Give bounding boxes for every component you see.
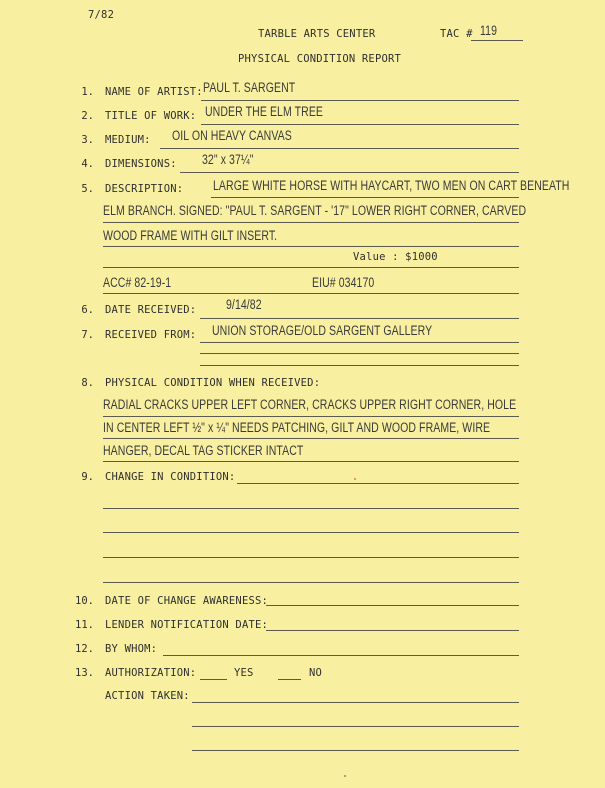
change-line <box>103 582 519 583</box>
description-label: DESCRIPTION: <box>105 183 184 195</box>
description-rule <box>103 222 519 223</box>
date-received-label: DATE RECEIVED: <box>105 304 197 316</box>
action-taken-label: ACTION TAKEN: <box>105 690 190 702</box>
item-number: 12. <box>75 643 94 655</box>
condition-rule <box>103 438 519 439</box>
awareness-label: DATE OF CHANGE AWARENESS: <box>105 595 269 607</box>
awareness-line <box>266 605 519 606</box>
medium-label: MEDIUM: <box>105 134 151 146</box>
item-number: 8. <box>81 377 94 389</box>
condition-line-3: HANGER, DECAL TAG STICKER INTACT <box>103 443 304 458</box>
no-blank <box>278 679 301 680</box>
item-number: 9. <box>81 471 94 483</box>
lender-label: LENDER NOTIFICATION DATE: <box>105 619 269 631</box>
change-line <box>103 532 519 533</box>
dimensions-line <box>180 172 519 173</box>
action-line <box>192 702 519 703</box>
artist-label: NAME OF ARTIST: <box>105 86 203 98</box>
report-title: PHYSICAL CONDITION REPORT <box>238 53 402 65</box>
accession-number: ACC# 82-19-1 <box>103 275 172 290</box>
date-received-value: 9/14/82 <box>226 297 262 312</box>
by-whom-line <box>163 655 519 656</box>
change-line <box>103 508 519 509</box>
action-line <box>192 750 519 751</box>
by-whom-label: BY WHOM: <box>105 643 158 655</box>
received-from-line <box>200 353 519 354</box>
dimensions-value: 32" x 37¼" <box>202 152 254 167</box>
condition-line-2: IN CENTER LEFT ½" x ¼" NEEDS PATCHING, GILT AND WOOD FRAME, WIRE <box>103 420 491 435</box>
change-label: CHANGE IN CONDITION: <box>105 471 236 483</box>
dimensions-label: DIMENSIONS: <box>105 158 177 170</box>
change-line <box>103 557 519 558</box>
condition-rule <box>103 416 519 417</box>
date-code: 7/82 <box>88 9 115 21</box>
received-from-line <box>200 342 519 343</box>
item-number: 7. <box>81 329 94 341</box>
title-value: UNDER THE ELM TREE <box>205 104 324 119</box>
paper-speck <box>344 775 346 777</box>
medium-line <box>160 148 519 149</box>
no-label: NO <box>309 667 323 679</box>
condition-line-1: RADIAL CRACKS UPPER LEFT CORNER, CRACKS UPPER RIGHT CORNER, HOLE <box>103 397 517 412</box>
description-rule <box>103 267 519 268</box>
medium-value: OIL ON HEAVY CANVAS <box>172 128 292 143</box>
lender-line <box>266 630 519 631</box>
change-line <box>237 483 519 484</box>
item-number: 10. <box>75 595 94 607</box>
description-rule <box>103 246 519 247</box>
value-label: Value : $1000 <box>353 251 438 263</box>
item-number: 1. <box>81 86 94 98</box>
authorization-label: AUTHORIZATION: <box>105 667 197 679</box>
condition-label: PHYSICAL CONDITION WHEN RECEIVED: <box>105 377 321 389</box>
item-number: 2. <box>81 110 94 122</box>
received-from-value: UNION STORAGE/OLD SARGENT GALLERY <box>212 323 433 338</box>
tac-value: 119 <box>480 23 498 38</box>
item-number: 4. <box>81 158 94 170</box>
condition-rule <box>103 461 519 462</box>
description-line-3: WOOD FRAME WITH GILT INSERT. <box>103 228 278 243</box>
title-label: TITLE OF WORK: <box>105 110 197 122</box>
action-line <box>192 726 519 727</box>
artist-value: PAUL T. SARGENT <box>203 80 296 95</box>
description-rule <box>211 197 519 198</box>
org-name: TARBLE ARTS CENTER <box>258 28 376 40</box>
received-from-label: RECEIVED FROM: <box>105 329 197 341</box>
description-line-2: ELM BRANCH. SIGNED: "PAUL T. SARGENT - '17" LOWER RIGHT CORNER, CARVED <box>103 203 527 218</box>
artist-line <box>201 100 519 101</box>
tac-label: TAC # <box>440 28 473 40</box>
item-number: 6. <box>81 304 94 316</box>
eiu-number: EIU# 034170 <box>312 275 375 290</box>
description-line-1: LARGE WHITE HORSE WITH HAYCART, TWO MEN ON CART BENEATH <box>213 178 570 193</box>
paper-speck <box>354 478 356 480</box>
yes-label: YES <box>234 667 254 679</box>
title-line <box>201 124 519 125</box>
yes-blank <box>200 679 227 680</box>
item-number: 11. <box>75 619 94 631</box>
item-number: 13. <box>75 667 94 679</box>
received-from-line <box>200 365 519 366</box>
date-received-line <box>200 318 519 319</box>
tac-line <box>471 40 523 41</box>
accession-line <box>103 293 519 294</box>
item-number: 5. <box>81 183 94 195</box>
item-number: 3. <box>81 134 94 146</box>
